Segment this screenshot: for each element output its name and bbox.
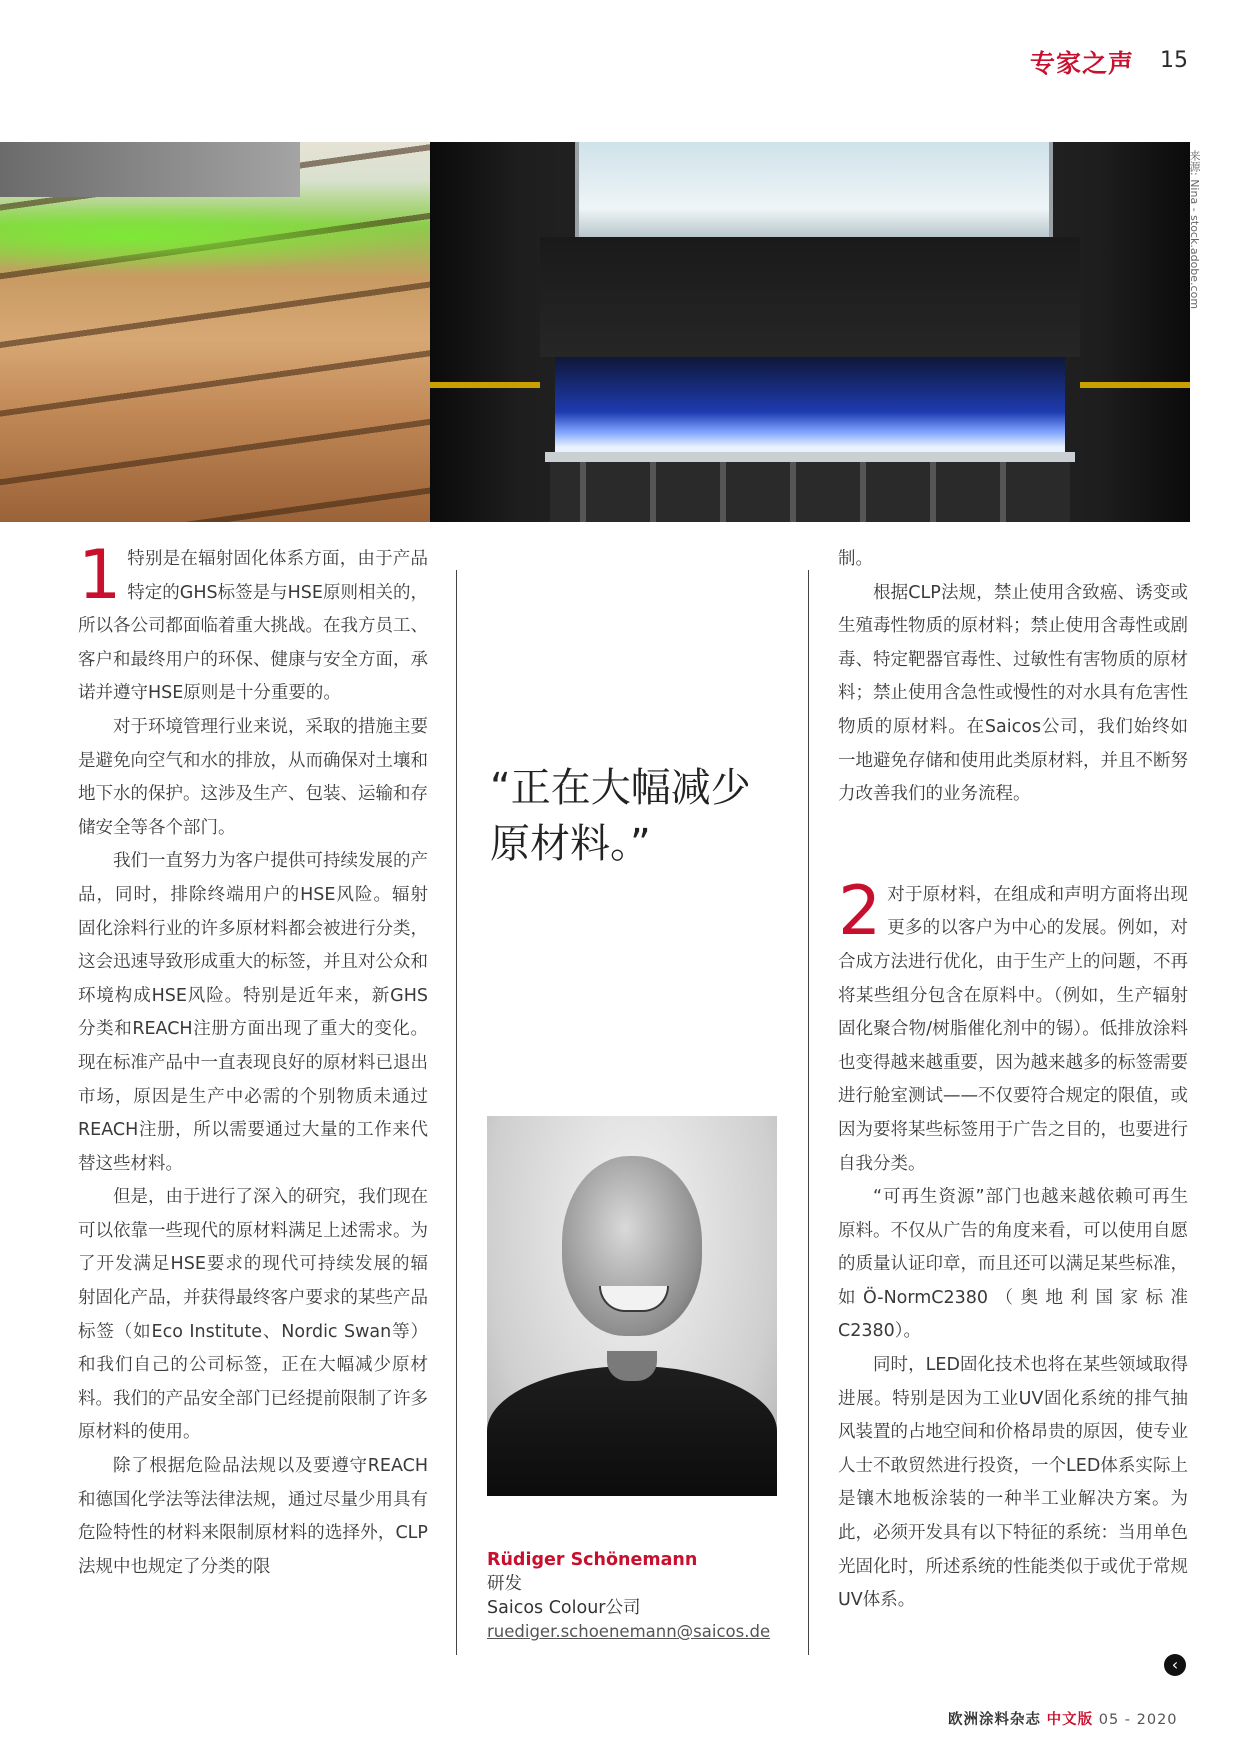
paragraph: 我们一直努力为客户提供可持续发展的产品，同时，排除终端用户的HSE风险。辐射固化涂料行业的许多原材料都会被进行分类，这会迅速导致形成重大的标签，并且对公众和环境构成HSE风险。特别是近年来，新GHS分类和REACH注册方面出现了重大的变化。现在标准产品中一直表现良好的原材料已退出市场，原因是生产中必需的个别物质未通过REACH注册，所以需要通过大量的工作来代替这些材料。: [78, 851, 428, 1174]
paragraph: 2 对于原材料，在组成和声明方面将出现更多的以客户为中心的发展。例如，对合成方法进行优化，由于生产上的问题，不再将某些组分包含在原料中。（例如，生产辐射固化聚合物/树脂催化剂中的锡）。低排放涂料也变得越来越重要，因为越来越多的标签需要进行舱室测试——不仅要符合规定的限值，或因为要将某些标签用于广告之目的，也要进行自我分类。: [838, 871, 1188, 1174]
paragraph: 根据CLP法规，禁止使用含致癌、诱变或生殖毒性物质的原材料；禁止使用含毒性或剧毒、特定靶器官毒性、过敏性有害物质的原材料；禁止使用含急性或慢性的对水具有危害性物质的原材料。在Saicos公司，我们始终如一地避免存储和使用此类原材料，并且不断努力改善我们的业务流程。: [838, 582, 1188, 805]
uv-printer-photo: [430, 142, 1190, 522]
page-footer: [948, 1708, 1178, 1729]
wood-floor-photo: [0, 142, 430, 522]
photo-credit: 来源: Nina - stock.adobe.com: [1188, 150, 1201, 310]
section-number: 2: [838, 871, 882, 951]
author-email-link[interactable]: ruediger.schoenemann@saicos.de: [487, 1622, 771, 1641]
section-title: 专家之声: [1030, 49, 1135, 78]
paragraph: 1 特别是在辐射固化体系方面，由于产品特定的GHS标签是与HSE原则相关的，所以各公司都面临着重大挑战。在我方员工、客户和最终用户的环保、健康与安全方面，承诺并遵守HSE原则是十分重要的。: [78, 536, 428, 704]
edition-label: 中文版: [1046, 1712, 1094, 1728]
right-column: [838, 543, 1188, 1618]
paragraph: 除了根据危险品法规以及要遵守REACH和德国化学法等法律法规，通过尽量少用具有危险特性的材料来限制原材料的选择外，CLP法规中也规定了分类的限: [78, 1456, 428, 1577]
header-photo: [0, 142, 1190, 522]
publication-name: 欧洲涂料杂志: [948, 1712, 1041, 1728]
page-number: 15: [1160, 48, 1188, 73]
issue-date: 05 - 2020: [1098, 1712, 1178, 1728]
author-portrait: [487, 1116, 777, 1496]
column-divider: [456, 570, 457, 1655]
paragraph: 同时，LED固化技术也将在某些领域取得进展。特别是因为工业UV固化系统的排气抽风装置的占地空间和价格昂贵的原因，使专业人士不敢贸然进行投资，一个LED体系实际上是镶木地板涂装的一种半工业解决方案。为此，必须开发具有以下特征的系统：当用单色光固化时，所述系统的性能类似于或优于常规UV体系。: [838, 1355, 1188, 1611]
author-name: Rüdiger Schönemann: [487, 1550, 698, 1570]
pull-quote: “正在大幅减少原材料。”: [490, 765, 751, 867]
paragraph: 对于环境管理行业来说，采取的措施主要是避免向空气和水的排放，从而确保对土壤和地下水的保护。这涉及生产、包装、运输和存储安全等各个部门。: [78, 716, 428, 838]
paragraph: “可再生资源”部门也越来越依赖可再生原料。不仅从广告的角度来看，可以使用自愿的质量认证印章，而且还可以满足某些标准，如Ö-NormC2380（奥地利国家标准C2380）。: [838, 1187, 1188, 1342]
section-number: 1: [78, 536, 122, 615]
left-column: [78, 536, 428, 1584]
column-divider: [808, 570, 809, 1655]
author-role: 研发: [487, 1574, 522, 1594]
chevron-left-circle-icon[interactable]: ‹: [1164, 1654, 1186, 1676]
paragraph: 但是，由于进行了深入的研究，我们现在可以依靠一些现代的原材料满足上述需求。为了开发满足HSE要求的现代可持续发展的辐射固化产品，并获得最终客户要求的某些产品标签（如Eco Institute、Nordic Swan等）和我们自己的公司标签，正在大幅减少原材料。我们的产品安全部门已经提前限制了许多原材料的使用。: [78, 1187, 428, 1443]
author-byline: [487, 1548, 787, 1644]
author-company: Saicos Colour公司: [487, 1598, 641, 1618]
paragraph: 制。: [838, 549, 873, 569]
